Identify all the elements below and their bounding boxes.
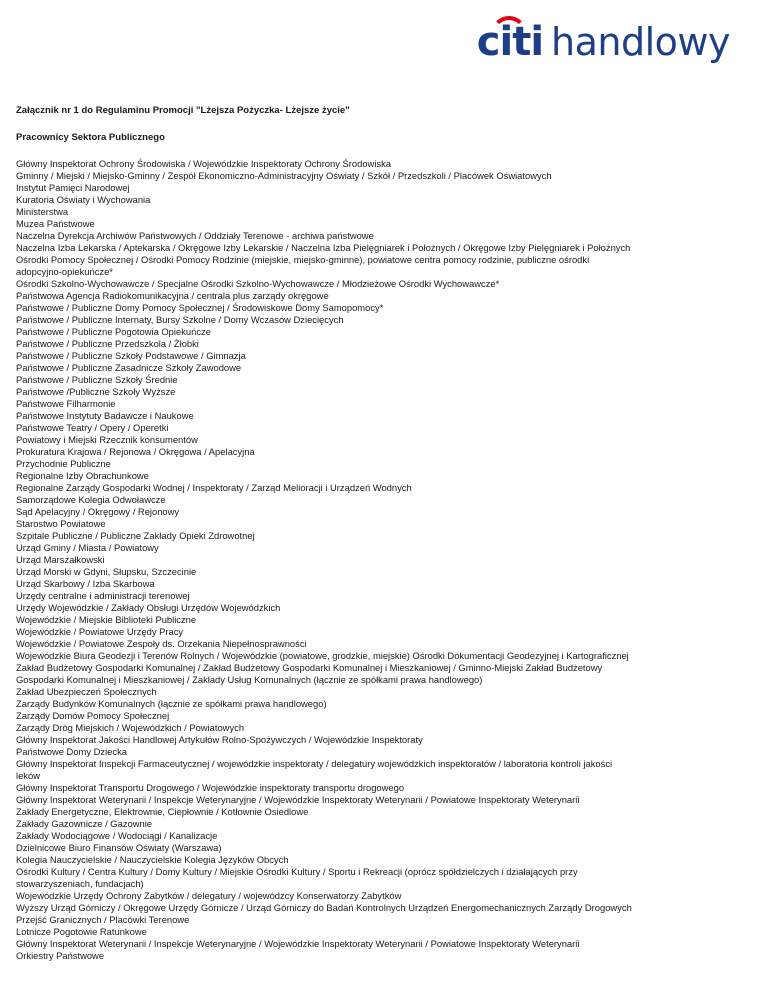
- list-item: Powiatowy i Miejski Rzecznik konsumentów: [16, 434, 198, 445]
- list-item: Państwowe Teatry / Opery / Operetki: [16, 422, 169, 433]
- list-item: Główny Inspektorat Jakości Handlowej Artykułów Rolno-Spożywczych / Wojewódzkie Inspektoraty: [16, 734, 423, 745]
- section-heading: Pracownicy Sektora Publicznego: [16, 132, 165, 143]
- list-item: Naczelna Izba Lekarska / Aptekarska / Okręgowe Izby Lekarskie / Naczelna Izba Pielęgniarek i Położnych / Okręgowe Izby Pielęgniarek i Położnych: [16, 242, 631, 253]
- list-item: Państwowe /Publiczne Szkoły Wyższe: [16, 386, 176, 397]
- list-item: Zakłady Wodociągowe / Wodociągi / Kanalizacje: [16, 830, 218, 841]
- list-item: Państwowe Filharmonie: [16, 398, 116, 409]
- list-item: Ministerstwa: [16, 206, 69, 217]
- list-item: Ośrodki Szkolno-Wychowawcze / Specjalne Ośrodki Szkolno-Wychowawcze / Młodzieżowe Ośrodki Wychowawcze*: [16, 278, 500, 289]
- list-item: Państwowe / Publiczne Przedszkola / Żłobki: [16, 338, 199, 349]
- list-item: Wojewódzkie Urzędy Ochrony Zabytków / delegatury / wojewódzcy Konserwatorzy Zabytków: [16, 890, 402, 901]
- list-item: Państwowe / Publiczne Zasadnicze Szkoły Zawodowe: [16, 362, 242, 373]
- list-item: Przychodnie Publiczne: [16, 458, 111, 469]
- list-item: Regionalne Izby Obrachunkowe: [16, 470, 149, 481]
- document-title: Załącznik nr 1 do Regulaminu Promocji "Lżejsza Pożyczka- Lżejsze życie": [16, 105, 350, 116]
- list-item: Lotnicze Pogotowie Ratunkowe: [16, 926, 147, 937]
- list-item: Zakład Ubezpieczeń Społecznych: [16, 686, 157, 697]
- list-item: Zarządy Domów Pomocy Społecznej: [16, 710, 170, 721]
- document-body: [16, 105, 716, 962]
- list-item: Zakłady Energetyczne, Elektrownie, Ciepłownie / Kotłownie Osiedlowe: [16, 806, 309, 817]
- institution-list: [16, 158, 716, 962]
- list-item: Państwowa Agencja Radiokomunikacyjna / centrala plus zarządy okręgowe: [16, 290, 329, 301]
- list-item: Główny Inspektorat Inspekcji Farmaceutycznej / wojewódzkie inspektoraty / delegatury wojewódzkich inspektoratów / laboratoria kontroli jakości: [16, 758, 613, 769]
- list-item: Państwowe / Publiczne Internaty, Bursy Szkolne / Domy Wczasów Dziecięcych: [16, 314, 344, 325]
- list-item: Urząd Morski w Gdyni, Słupsku, Szczecinie: [16, 566, 197, 577]
- list-item: stowarzyszeniach, fundacjach): [16, 878, 144, 889]
- list-item: Samorządowe Kolegia Odwoławcze: [16, 494, 166, 505]
- list-item: Naczelna Dyrekcja Archiwów Państwowych / Oddziały Terenowe - archiwa państwowe: [16, 230, 374, 241]
- list-item: Instytut Pamięci Narodowej: [16, 182, 130, 193]
- list-item: Prokuratura Krajowa / Rejonowa / Okręgowa / Apelacyjna: [16, 446, 255, 457]
- list-item: Gminny / Miejski / Miejsko-Gminny / Zespół Ekonomiczno-Administracyjny Oświaty / Szkół / Przedszkoli / Placówek Oświatowych: [16, 170, 552, 181]
- list-item: Wojewódzkie / Powiatowe Zespoły ds. Orzekania Niepełnosprawności: [16, 638, 307, 649]
- list-item: Kuratoria Oświaty i Wychowania: [16, 194, 151, 205]
- list-item: Regionalne Zarządy Gospodarki Wodnej / Inspektoraty / Zarząd Melioracji i Urządzeń Wodnych: [16, 482, 412, 493]
- list-item: Sąd Apelacyjny / Okręgowy / Rejonowy: [16, 506, 180, 517]
- list-item: Ośrodki Pomocy Społecznej / Ośrodki Pomocy Rodzinie (miejskie, miejsko-gminne), powiatowe centra pomocy rodzinie, publiczne ośrodki: [16, 254, 590, 265]
- list-item: Główny Inspektorat Transportu Drogowego / Wojewódzkie inspektoraty transportu drogowego: [16, 782, 405, 793]
- list-item: leków: [16, 770, 40, 781]
- list-item: Państwowe / Publiczne Domy Pomocy Społecznej / Środowiskowe Domy Samopomocy*: [16, 302, 384, 313]
- list-item: Gospodarki Komunalnej i Mieszkaniowej / Zakłady Usług Komunalnych (łącznie ze spółkami prawa handlowego): [16, 674, 483, 685]
- logo-citi-wordmark: citi: [477, 22, 543, 62]
- logo-handlowy-wordmark: handlowy: [551, 20, 730, 64]
- list-item: Urzędy Wojewódzkie / Zakłady Obsługi Urzędów Wojewódzkich: [16, 602, 281, 613]
- list-item: Zakłady Gazownicze / Gazownie: [16, 818, 152, 829]
- list-item: Zakład Budżetowy Gospodarki Komunalnej / Zakład Budżetowy Gospodarki Komunalnej i Mieszkaniowej / Gminno-Miejski Zakład Budżetowy: [16, 662, 603, 673]
- list-item: Urząd Gminy / Miasta / Powiatowy: [16, 542, 159, 553]
- list-item: Państwowe Domy Dziecka: [16, 746, 127, 757]
- list-item: Główny Inspektorat Weterynarii / Inspekcje Weterynaryjne / Wojewódzkie Inspektoraty Weterynarii / Powiatowe Inspektoraty Weterynarii: [16, 794, 580, 805]
- list-item: Urzędy centralne i administracji terenowej: [16, 590, 190, 601]
- list-item: Wyższy Urząd Górniczy / Okręgowe Urzędy Górnicze / Urząd Górniczy do Badań Kontrolnych Urządzeń Energomechanicznych Zarządy Drogowych: [16, 902, 632, 913]
- list-item: adopcyjno-opiekuńcze*: [16, 266, 113, 277]
- list-item: Przejść Granicznych / Placówki Terenowe: [16, 914, 190, 925]
- list-item: Państwowe Instytuty Badawcze i Naukowe: [16, 410, 194, 421]
- list-item: Kolegia Nauczycielskie / Nauczycielskie Kolegia Języków Obcych: [16, 854, 289, 865]
- list-item: Państwowe / Publiczne Szkoły Podstawowe / Gimnazja: [16, 350, 246, 361]
- list-item: Główny Inspektorat Ochrony Środowiska / Wojewódzkie Inspektoraty Ochrony Środowiska: [16, 158, 391, 169]
- list-item: Zarządy Budynków Komunalnych (łącznie ze spółkami prawa handlowego): [16, 698, 327, 709]
- list-item: Starostwo Powiatowe: [16, 518, 106, 529]
- list-item: Wojewódzkie / Miejskie Biblioteki Publiczne: [16, 614, 197, 625]
- list-item: Główny Inspektorat Weterynarii / Inspekcje Weterynaryjne / Wojewódzkie Inspektoraty Weterynarii / Powiatowe Inspektoraty Weterynarii: [16, 938, 580, 949]
- list-item: Państwowe / Publiczne Pogotowia Opiekuńcze: [16, 326, 211, 337]
- list-item: Orkiestry Państwowe: [16, 950, 105, 961]
- list-item: Szpitale Publiczne / Publiczne Zakłady Opieki Zdrowotnej: [16, 530, 255, 541]
- list-item: Wojewódzkie / Powiatowe Urzędy Pracy: [16, 626, 184, 637]
- list-item: Muzea Państwowe: [16, 218, 95, 229]
- list-item: Państwowe / Publiczne Szkoły Średnie: [16, 374, 178, 385]
- list-item: Zarządy Dróg Miejskich / Wojewódzkich / Powiatowych: [16, 722, 245, 733]
- list-item: Dzielnicowe Biuro Finansów Oświaty (Warszawa): [16, 842, 222, 853]
- list-item: Urząd Marszałkowski: [16, 554, 105, 565]
- list-item: Urząd Skarbowy / Izba Skarbowa: [16, 578, 155, 589]
- list-item: Ośrodki Kultury / Centra Kultury / Domy Kultury / Miejskie Ośrodki Kultury / Sportu i Rekreacji (oprócz spółdzielczych i działających przy: [16, 866, 578, 877]
- list-item: Wojewódzkie Biura Geodezji i Terenów Rolnych / Wojewódzkie (powiatowe, grodzkie, miejskie) Ośrodki Dokumentacji Geodezyjnej i Kartograficznej: [16, 650, 629, 661]
- citi-handlowy-logo: [476, 19, 730, 65]
